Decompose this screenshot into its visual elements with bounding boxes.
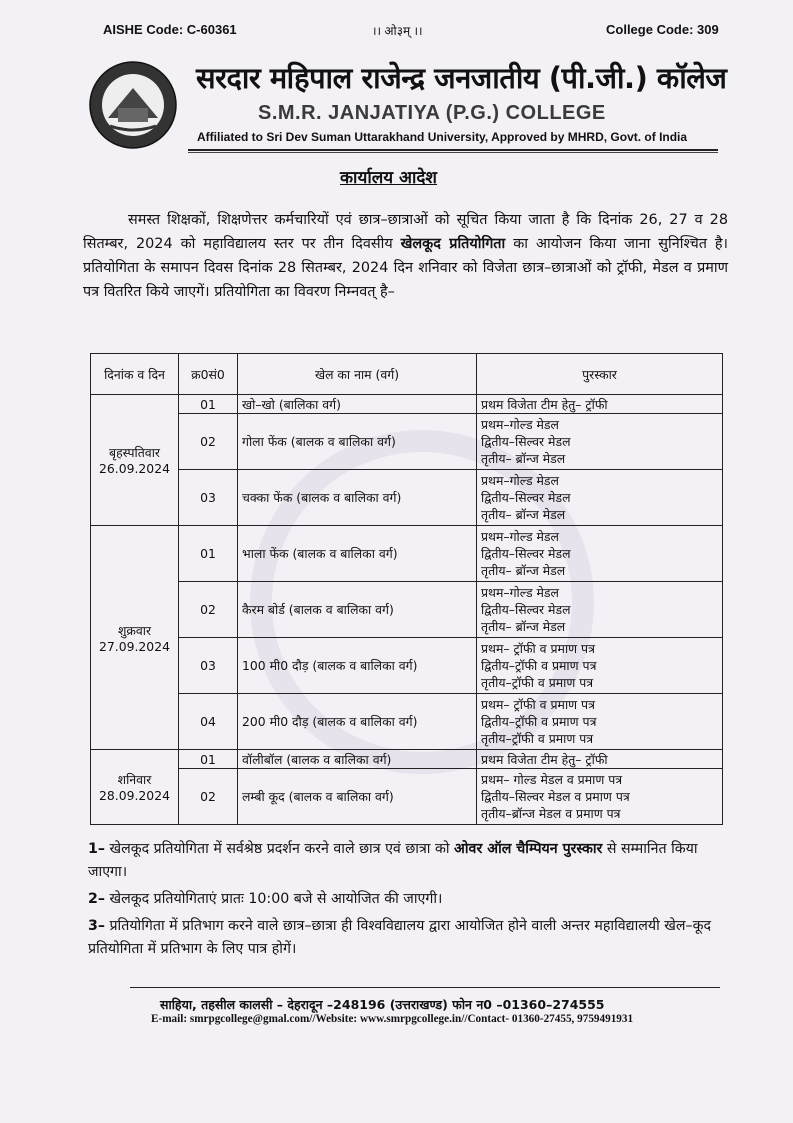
game-cell: वॉलीबॉल (बालक व बालिका वर्ग) (238, 750, 477, 769)
prize-line: तृतीय–ट्रॉफी व प्रमाण पत्र (481, 675, 594, 690)
prize-cell (477, 638, 723, 694)
header-divider-thin (188, 152, 718, 153)
day-cell (91, 750, 179, 825)
serial-cell: 01 (179, 526, 238, 582)
day-cell (91, 395, 179, 526)
table-row (91, 582, 723, 638)
note-number: 2– (88, 891, 105, 907)
serial-cell: 03 (179, 638, 238, 694)
notes-list (88, 838, 728, 965)
prize-line: प्रथम विजेता टीम हेतु– ट्रॉफी (481, 396, 608, 412)
day-name: शनिवार (117, 772, 152, 787)
prize-line: द्वितीय–सिल्वर मेडल (481, 546, 571, 561)
day-date: 26.09.2024 (99, 461, 170, 476)
prize-cell (477, 470, 723, 526)
prize-line: प्रथम विजेता टीम हेतु– ट्रॉफी (481, 751, 608, 767)
table-row (91, 470, 723, 526)
game-cell: गोला फेंक (बालक व बालिका वर्ग) (238, 414, 477, 470)
aishe-code: AISHE Code: C-60361 (103, 22, 237, 37)
game-cell: चक्का फेंक (बालक व बालिका वर्ग) (238, 470, 477, 526)
college-logo-icon (88, 60, 178, 150)
prize-line: तृतीय– ब्रॉन्ज मेडल (481, 619, 566, 634)
college-title-hindi: सरदार महिपाल राजेन्द्र जनजातीय (पी.जी.) कॉलेज (196, 61, 727, 95)
om-invocation: ।। ओ३म् ।। (372, 24, 423, 38)
prize-line: तृतीय–ट्रॉफी व प्रमाण पत्र (481, 731, 594, 746)
day-cell (91, 526, 179, 750)
footer-divider (130, 987, 720, 988)
note-item (88, 888, 728, 911)
game-cell: 200 मी0 दौड़ (बालक व बालिका वर्ग) (238, 694, 477, 750)
day-name: शुक्रवार (117, 622, 152, 638)
note-bold-text: ओवर ऑल चैम्पियन पुरस्कार (454, 841, 603, 857)
prize-line: प्रथम– ट्रॉफी व प्रमाण पत्र (481, 697, 595, 712)
prize-line: तृतीय– ब्रॉन्ज मेडल (481, 451, 566, 466)
day-date: 28.09.2024 (99, 788, 170, 803)
header-prize: पुरस्कार (477, 354, 723, 395)
prize-cell (477, 769, 723, 825)
serial-cell: 02 (179, 769, 238, 825)
table-row (91, 395, 723, 414)
prize-cell (477, 582, 723, 638)
game-cell: लम्बी कूद (बालक व बालिका वर्ग) (238, 769, 477, 825)
note-text-end: से सम्मानित किया जाएगा। (88, 841, 698, 880)
prize-line: प्रथम–गोल्ड मेडल (481, 585, 559, 600)
intro-text-bold: खेलकूद प्रतियोगिता (400, 236, 506, 252)
competition-schedule-table (90, 353, 723, 825)
prize-line: द्वितीय–सिल्वर मेडल (481, 434, 571, 449)
prize-line: तृतीय– ब्रॉन्ज मेडल (481, 563, 566, 578)
table-row (91, 769, 723, 825)
header-game: खेल का नाम (वर्ग) (238, 354, 477, 395)
prize-cell (477, 414, 723, 470)
day-date: 27.09.2024 (99, 638, 170, 654)
serial-cell: 01 (179, 750, 238, 769)
note-item (88, 915, 728, 961)
game-cell: खो–खो (बालिका वर्ग) (238, 395, 477, 414)
note-text: प्रतियोगिता में प्रतिभाग करने वाले छात्र–छात्रा ही विश्वविद्यालय द्वारा आयोजित होने वाली अन्तर महाविद्यालयी खेल–कूद प्रतियोगिता में प्रतिभाग के लिए पात्र होगें। (88, 918, 712, 957)
prize-line: द्वितीय–सिल्वर मेडल (481, 490, 571, 505)
prize-line: प्रथम–गोल्ड मेडल (481, 529, 559, 544)
table-row (91, 414, 723, 470)
prize-line: तृतीय–ब्रॉन्ज मेडल व प्रमाण पत्र (481, 806, 621, 821)
game-cell: कैरम बोर्ड (बालक व बालिका वर्ग) (238, 582, 477, 638)
note-text: खेलकूद प्रतियोगिताएं प्रातः 10:00 बजे से आयोजित की जाएगी। (109, 891, 443, 907)
note-number: 1– (88, 841, 105, 857)
prize-cell (477, 694, 723, 750)
prize-line: प्रथम–गोल्ड मेडल (481, 417, 559, 432)
prize-line: प्रथम– गोल्ड मेडल व प्रमाण पत्र (481, 772, 623, 787)
serial-cell: 02 (179, 582, 238, 638)
table-row (91, 750, 723, 769)
note-text: खेलकूद प्रतियोगिता में सर्वश्रेष्ठ प्रदर्शन करने वाले छात्र एवं छात्रा को (109, 841, 455, 857)
header-serial: क्र0सं0 (179, 354, 238, 395)
header-divider (188, 149, 718, 151)
serial-cell: 02 (179, 414, 238, 470)
table-header-row (91, 354, 723, 395)
prize-line: प्रथम– ट्रॉफी व प्रमाण पत्र (481, 641, 595, 656)
college-title-english: S.M.R. JANJATIYA (P.G.) COLLEGE (258, 102, 606, 124)
table-row (91, 526, 723, 582)
prize-line: द्वितीय–सिल्वर मेडल व प्रमाण पत्र (481, 789, 630, 804)
office-order-heading: कार्यालय आदेश (340, 168, 437, 188)
serial-cell: 03 (179, 470, 238, 526)
footer-address: साहिया, तहसील कालसी – देहरादून –248196 (उत्तराखण्ड) फोन न0 –01360–274555 (160, 997, 605, 1012)
game-cell: 100 मी0 दौड़ (बालक व बालिका वर्ग) (238, 638, 477, 694)
prize-line: द्वितीय–ट्रॉफी व प्रमाण पत्र (481, 714, 597, 729)
footer-contact: E-mail: smrpgcollege@gmal.com//Website: www.smrpgcollege.in//Contact- 01360-27455, 9759491931 (151, 1013, 634, 1025)
prize-cell (477, 750, 723, 769)
affiliation-text: Affiliated to Sri Dev Suman Uttarakhand University, Approved by MHRD, Govt. of India (197, 130, 688, 144)
intro-paragraph (83, 208, 728, 304)
game-cell: भाला फेंक (बालक व बालिका वर्ग) (238, 526, 477, 582)
day-name: बृहस्पतिवार (109, 445, 160, 460)
prize-line: तृतीय– ब्रॉन्ज मेडल (481, 507, 566, 522)
intro-text-1: समस्त शिक्षकों, शिक्षणेत्तर कर्मचारियों एवं छात्र–छात्राओं को सूचित किया जाता है कि दिनांक 26, 27 व 28 सितम्बर, 2024 को महाविद्यालय स्तर पर तीन दिवसीय (83, 212, 728, 252)
note-item (88, 838, 728, 884)
table-row (91, 694, 723, 750)
prize-cell (477, 526, 723, 582)
college-code: College Code: 309 (606, 22, 719, 37)
serial-cell: 01 (179, 395, 238, 414)
prize-line: प्रथम–गोल्ड मेडल (481, 473, 559, 488)
prize-cell (477, 395, 723, 414)
note-number: 3– (88, 918, 105, 934)
prize-line: द्वितीय–ट्रॉफी व प्रमाण पत्र (481, 658, 597, 673)
intro-text-2: का आयोजन किया जाना सुनिश्चित है। प्रतियोगिता के समापन दिवस दिनांक 28 सितम्बर, 2024 दिन शनिवार को विजेता छात्र–छात्राओं को ट्रॉफी, मेडल व प्रमाण पत्र वितरित किये जाएगें। प्रतियोगिता का विवरण निम्नवत् है– (83, 236, 728, 300)
prize-line: द्वितीय–सिल्वर मेडल (481, 602, 571, 617)
table-row (91, 638, 723, 694)
serial-cell: 04 (179, 694, 238, 750)
header-date-day: दिनांक व दिन (91, 354, 179, 395)
